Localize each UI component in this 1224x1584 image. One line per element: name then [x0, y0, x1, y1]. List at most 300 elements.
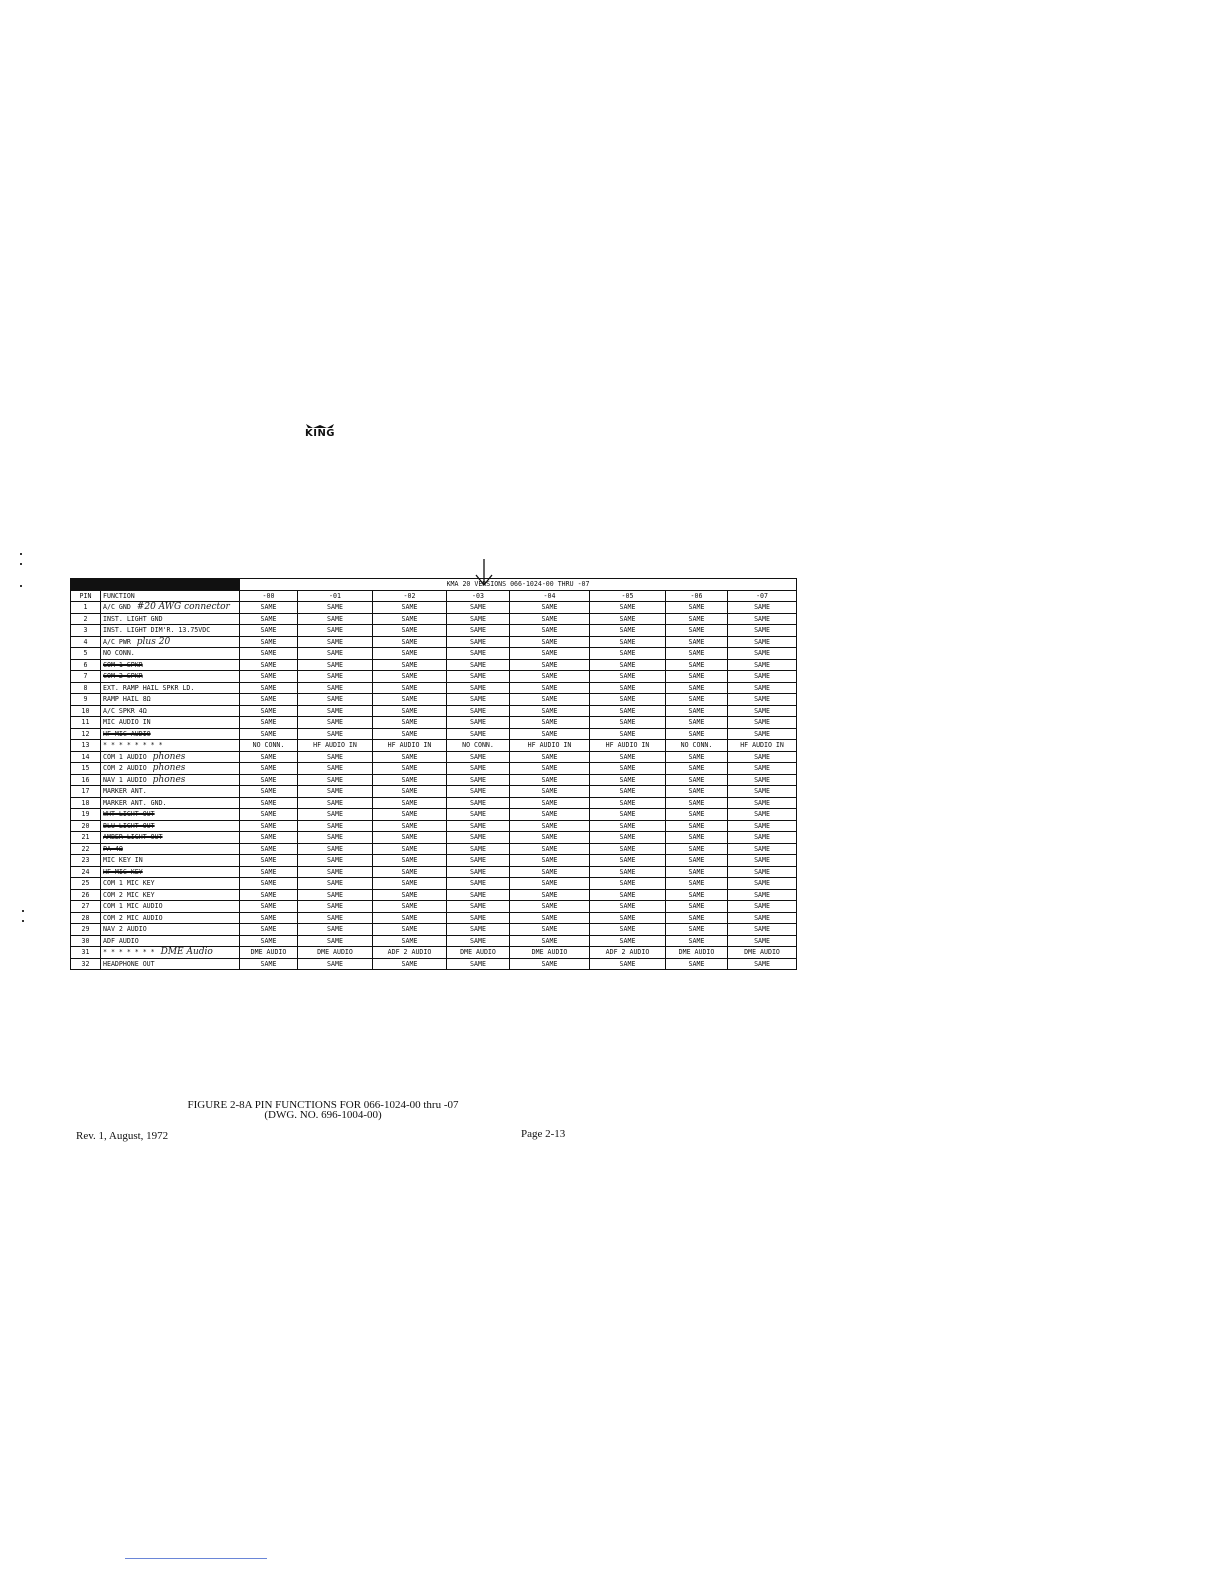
version-value-cell: SAME	[728, 682, 797, 694]
function-label: MIC AUDIO IN	[103, 718, 151, 727]
version-value-cell: DME AUDIO	[510, 947, 590, 959]
function-cell	[101, 935, 240, 947]
version-value-cell: SAME	[590, 717, 666, 729]
version-value-cell: SAME	[373, 901, 447, 913]
function-label: BLU LIGHT OUT	[103, 821, 155, 830]
version-value-cell: SAME	[298, 958, 373, 970]
version-value-cell: SAME	[510, 866, 590, 878]
version-value-cell: SAME	[728, 901, 797, 913]
function-label: A/C GND	[103, 603, 131, 612]
version-value-cell: SAME	[590, 843, 666, 855]
version-value-cell: SAME	[590, 774, 666, 786]
version-value-cell: SAME	[447, 786, 510, 798]
version-value-cell: SAME	[728, 648, 797, 660]
pin-number: 31	[71, 947, 101, 959]
version-header: -07	[728, 590, 797, 602]
pin-number: 30	[71, 935, 101, 947]
version-value-cell: SAME	[666, 717, 728, 729]
version-value-cell: SAME	[590, 866, 666, 878]
version-value-cell: SAME	[298, 843, 373, 855]
version-value-cell: SAME	[666, 774, 728, 786]
version-value-cell: SAME	[728, 625, 797, 637]
table-row	[71, 878, 797, 890]
version-value-cell: SAME	[728, 636, 797, 648]
version-value-cell: SAME	[240, 809, 298, 821]
version-value-cell: SAME	[666, 912, 728, 924]
version-value-cell: SAME	[590, 659, 666, 671]
version-value-cell: SAME	[728, 935, 797, 947]
version-value-cell: SAME	[240, 774, 298, 786]
pin-number: 5	[71, 648, 101, 660]
handwritten-note: phones	[152, 751, 186, 762]
version-value-cell: SAME	[298, 613, 373, 625]
function-label: MARKER ANT.	[103, 787, 147, 796]
version-value-cell: SAME	[447, 912, 510, 924]
pin-number: 17	[71, 786, 101, 798]
pin-rows	[71, 602, 797, 970]
function-header: FUNCTION	[101, 590, 240, 602]
version-value-cell: SAME	[666, 648, 728, 660]
version-value-cell: SAME	[590, 912, 666, 924]
version-value-cell: SAME	[373, 717, 447, 729]
version-value-cell: SAME	[447, 797, 510, 809]
version-value-cell: SAME	[728, 717, 797, 729]
pin-number: 8	[71, 682, 101, 694]
version-value-cell: SAME	[447, 682, 510, 694]
function-cell	[101, 659, 240, 671]
table-row	[71, 935, 797, 947]
version-value-cell: SAME	[590, 878, 666, 890]
version-value-cell: DME AUDIO	[298, 947, 373, 959]
handwritten-note: phones	[152, 763, 186, 774]
version-value-cell: SAME	[373, 855, 447, 867]
version-value-cell: SAME	[666, 671, 728, 683]
version-value-cell: SAME	[510, 901, 590, 913]
version-value-cell: SAME	[728, 889, 797, 901]
version-value-cell: SAME	[240, 901, 298, 913]
version-value-cell: SAME	[298, 659, 373, 671]
table-row	[71, 786, 797, 798]
version-value-cell: SAME	[590, 728, 666, 740]
version-header: -01	[298, 590, 373, 602]
version-value-cell: HF AUDIO IN	[728, 740, 797, 752]
version-value-cell: SAME	[298, 728, 373, 740]
version-value-cell: SAME	[240, 717, 298, 729]
version-value-cell: SAME	[298, 901, 373, 913]
handwritten-note: plus 20	[136, 636, 171, 647]
pin-number: 18	[71, 797, 101, 809]
version-value-cell: SAME	[240, 763, 298, 775]
pin-number: 3	[71, 625, 101, 637]
version-value-cell: SAME	[373, 751, 447, 763]
version-value-cell: SAME	[447, 855, 510, 867]
version-header: -05	[590, 590, 666, 602]
table-row	[71, 763, 797, 775]
version-value-cell: SAME	[590, 924, 666, 936]
table-row	[71, 694, 797, 706]
version-value-cell: SAME	[298, 912, 373, 924]
version-value-cell: SAME	[373, 878, 447, 890]
function-label: COM 1 AUDIO	[103, 752, 147, 761]
version-value-cell: SAME	[666, 682, 728, 694]
table-row	[71, 602, 797, 614]
handwritten-note: phones	[152, 774, 186, 785]
version-value-cell: DME AUDIO	[240, 947, 298, 959]
version-value-cell: SAME	[447, 889, 510, 901]
version-value-cell: SAME	[373, 705, 447, 717]
version-value-cell: HF AUDIO IN	[510, 740, 590, 752]
version-value-cell: SAME	[510, 682, 590, 694]
function-cell	[101, 682, 240, 694]
version-header: -03	[447, 590, 510, 602]
version-value-cell: SAME	[666, 878, 728, 890]
version-value-cell: SAME	[240, 797, 298, 809]
function-cell	[101, 602, 240, 614]
version-value-cell: SAME	[510, 855, 590, 867]
function-label: AMBER LIGHT OUT	[103, 833, 163, 842]
pin-number: 24	[71, 866, 101, 878]
table-row	[71, 866, 797, 878]
version-value-cell: SAME	[298, 809, 373, 821]
version-value-cell: SAME	[666, 855, 728, 867]
version-value-cell: NO CONN.	[666, 740, 728, 752]
version-value-cell: SAME	[240, 705, 298, 717]
version-value-cell: SAME	[298, 820, 373, 832]
function-cell	[101, 717, 240, 729]
version-value-cell: SAME	[373, 786, 447, 798]
function-label: * * * * * * *	[103, 948, 155, 957]
pin-number: 14	[71, 751, 101, 763]
version-value-cell: SAME	[590, 889, 666, 901]
version-value-cell: SAME	[666, 889, 728, 901]
function-cell	[101, 763, 240, 775]
version-value-cell: SAME	[728, 613, 797, 625]
function-label: COM 1 MIC AUDIO	[103, 902, 163, 911]
version-value-cell: SAME	[373, 866, 447, 878]
version-value-cell: SAME	[373, 797, 447, 809]
function-cell	[101, 774, 240, 786]
versions-title: KMA 20 VERSIONS 066-1024-00 THRU -07	[240, 579, 797, 591]
pin-number: 1	[71, 602, 101, 614]
version-value-cell: SAME	[298, 763, 373, 775]
version-value-cell: SAME	[666, 625, 728, 637]
version-value-cell: SAME	[510, 671, 590, 683]
version-value-cell: SAME	[728, 809, 797, 821]
version-value-cell: SAME	[240, 855, 298, 867]
pin-number: 19	[71, 809, 101, 821]
version-value-cell: SAME	[298, 774, 373, 786]
figure-caption	[0, 1100, 646, 1120]
function-label: INST. LIGHT GND	[103, 614, 163, 623]
version-value-cell: SAME	[510, 694, 590, 706]
function-label: COM 2 MIC KEY	[103, 890, 155, 899]
version-value-cell: SAME	[510, 878, 590, 890]
scan-speck	[22, 910, 24, 912]
function-cell	[101, 705, 240, 717]
scan-speck	[20, 553, 22, 555]
version-value-cell: SAME	[373, 889, 447, 901]
pin-number: 16	[71, 774, 101, 786]
version-value-cell: SAME	[447, 717, 510, 729]
function-label: MARKER ANT. GND.	[103, 798, 167, 807]
pin-number: 26	[71, 889, 101, 901]
version-value-cell: SAME	[240, 843, 298, 855]
version-value-cell: SAME	[298, 682, 373, 694]
version-value-cell: SAME	[666, 751, 728, 763]
version-value-cell: SAME	[447, 763, 510, 775]
function-cell	[101, 797, 240, 809]
function-cell	[101, 636, 240, 648]
function-cell	[101, 671, 240, 683]
version-value-cell: SAME	[373, 694, 447, 706]
version-value-cell: SAME	[666, 797, 728, 809]
pin-number: 28	[71, 912, 101, 924]
version-value-cell: SAME	[590, 694, 666, 706]
version-value-cell: ADF 2 AUDIO	[373, 947, 447, 959]
table-row	[71, 625, 797, 637]
version-value-cell: SAME	[666, 901, 728, 913]
version-value-cell: SAME	[298, 866, 373, 878]
version-value-cell: SAME	[298, 705, 373, 717]
version-value-cell: SAME	[373, 728, 447, 740]
version-value-cell: SAME	[590, 751, 666, 763]
version-value-cell: SAME	[728, 728, 797, 740]
function-cell	[101, 728, 240, 740]
version-value-cell: SAME	[240, 694, 298, 706]
version-value-cell: SAME	[373, 809, 447, 821]
pin-number: 4	[71, 636, 101, 648]
version-value-cell: SAME	[510, 751, 590, 763]
function-cell	[101, 625, 240, 637]
version-value-cell: SAME	[240, 924, 298, 936]
function-label: HF MIC AUDIO	[103, 729, 151, 738]
version-value-cell: SAME	[728, 659, 797, 671]
version-value-cell: SAME	[298, 855, 373, 867]
version-value-cell: SAME	[240, 935, 298, 947]
version-value-cell: SAME	[728, 958, 797, 970]
version-value-cell: SAME	[728, 912, 797, 924]
version-value-cell: SAME	[447, 728, 510, 740]
version-value-cell: SAME	[510, 763, 590, 775]
version-header: -02	[373, 590, 447, 602]
version-value-cell: SAME	[590, 671, 666, 683]
version-value-cell: SAME	[298, 694, 373, 706]
version-value-cell: SAME	[373, 602, 447, 614]
version-value-cell: SAME	[510, 843, 590, 855]
table-row	[71, 774, 797, 786]
version-value-cell: SAME	[590, 797, 666, 809]
version-value-cell: SAME	[590, 820, 666, 832]
version-value-cell: SAME	[447, 625, 510, 637]
version-value-cell: SAME	[728, 866, 797, 878]
version-value-cell: SAME	[510, 636, 590, 648]
version-value-cell: SAME	[728, 774, 797, 786]
version-value-cell: SAME	[373, 625, 447, 637]
table-row	[71, 809, 797, 821]
version-value-cell: HF AUDIO IN	[373, 740, 447, 752]
version-value-cell: SAME	[240, 958, 298, 970]
version-value-cell: SAME	[510, 717, 590, 729]
version-value-cell: SAME	[298, 924, 373, 936]
bottom-rule	[125, 1558, 267, 1559]
pin-function-table	[70, 578, 797, 970]
version-value-cell: SAME	[240, 682, 298, 694]
version-value-cell: SAME	[510, 613, 590, 625]
caption-line-1: FIGURE 2-8A PIN FUNCTIONS FOR 066-1024-00 thru -07	[187, 1099, 459, 1111]
version-value-cell: SAME	[298, 935, 373, 947]
version-value-cell: SAME	[447, 866, 510, 878]
table-row	[71, 717, 797, 729]
version-value-cell: SAME	[447, 671, 510, 683]
version-value-cell: SAME	[298, 671, 373, 683]
function-label: HEADPHONE OUT	[103, 959, 155, 968]
version-value-cell: SAME	[240, 659, 298, 671]
version-value-cell: SAME	[666, 924, 728, 936]
version-value-cell: SAME	[666, 613, 728, 625]
version-value-cell: SAME	[666, 820, 728, 832]
version-value-cell: SAME	[373, 763, 447, 775]
function-cell	[101, 820, 240, 832]
version-value-cell: SAME	[373, 636, 447, 648]
function-cell	[101, 866, 240, 878]
king-logo	[303, 423, 337, 439]
version-value-cell: SAME	[590, 682, 666, 694]
version-value-cell: SAME	[447, 820, 510, 832]
version-value-cell: SAME	[728, 797, 797, 809]
version-value-cell: SAME	[240, 878, 298, 890]
pin-number: 21	[71, 832, 101, 844]
table-row	[71, 958, 797, 970]
version-value-cell: SAME	[373, 820, 447, 832]
version-value-cell: SAME	[510, 659, 590, 671]
table-row	[71, 901, 797, 913]
version-value-cell: SAME	[510, 602, 590, 614]
table-title-row	[71, 579, 797, 591]
pin-number: 11	[71, 717, 101, 729]
version-value-cell: SAME	[298, 636, 373, 648]
table-row	[71, 843, 797, 855]
version-value-cell: SAME	[447, 901, 510, 913]
version-value-cell: SAME	[666, 705, 728, 717]
version-header: -00	[240, 590, 298, 602]
version-value-cell: SAME	[447, 659, 510, 671]
pin-header: PIN	[71, 590, 101, 602]
version-value-cell: SAME	[240, 866, 298, 878]
version-value-cell: SAME	[447, 935, 510, 947]
version-value-cell: ADF 2 AUDIO	[590, 947, 666, 959]
version-value-cell: SAME	[590, 935, 666, 947]
version-value-cell: SAME	[728, 763, 797, 775]
pin-number: 29	[71, 924, 101, 936]
version-value-cell: SAME	[510, 625, 590, 637]
pin-number: 22	[71, 843, 101, 855]
table-row	[71, 820, 797, 832]
version-value-cell: SAME	[298, 889, 373, 901]
table-row	[71, 912, 797, 924]
table-row	[71, 728, 797, 740]
version-value-cell: NO CONN.	[447, 740, 510, 752]
function-cell	[101, 901, 240, 913]
function-label: ADF AUDIO	[103, 936, 139, 945]
handwritten-note: #20 AWG connector	[136, 602, 230, 613]
scan-speck	[20, 563, 22, 565]
version-value-cell: SAME	[728, 832, 797, 844]
function-label: NAV 2 AUDIO	[103, 925, 147, 934]
function-label: MIC KEY IN	[103, 856, 143, 865]
function-label: NAV 1 AUDIO	[103, 775, 147, 784]
function-label: COM 1 MIC KEY	[103, 879, 155, 888]
version-value-cell: SAME	[666, 602, 728, 614]
function-cell	[101, 648, 240, 660]
function-cell	[101, 740, 240, 752]
table-row	[71, 636, 797, 648]
revision-label: Rev. 1, August, 1972	[76, 1130, 169, 1142]
function-cell	[101, 786, 240, 798]
version-value-cell: SAME	[447, 924, 510, 936]
version-value-cell: SAME	[447, 613, 510, 625]
scan-speck	[20, 585, 22, 587]
version-value-cell: SAME	[447, 648, 510, 660]
version-value-cell: SAME	[373, 832, 447, 844]
function-cell	[101, 832, 240, 844]
version-value-cell: SAME	[447, 809, 510, 821]
pin-number: 6	[71, 659, 101, 671]
version-value-cell: SAME	[373, 843, 447, 855]
caption-line-2: (DWG. NO. 696-1004-00)	[264, 1109, 382, 1121]
version-value-cell: SAME	[298, 602, 373, 614]
pin-number: 20	[71, 820, 101, 832]
version-value-cell: SAME	[590, 613, 666, 625]
version-value-cell: SAME	[666, 832, 728, 844]
table-row	[71, 740, 797, 752]
version-value-cell: SAME	[240, 832, 298, 844]
version-value-cell: SAME	[240, 636, 298, 648]
version-value-cell: SAME	[590, 648, 666, 660]
function-cell	[101, 924, 240, 936]
version-header: -06	[666, 590, 728, 602]
version-value-cell: DME AUDIO	[728, 947, 797, 959]
version-value-cell: SAME	[510, 797, 590, 809]
handwritten-note: DME Audio	[160, 947, 213, 958]
version-value-cell: SAME	[590, 636, 666, 648]
function-cell	[101, 947, 240, 959]
function-label: PA 4Ω	[103, 844, 123, 853]
version-value-cell: SAME	[447, 958, 510, 970]
version-value-cell: SAME	[240, 889, 298, 901]
table-row	[71, 889, 797, 901]
version-value-cell: SAME	[447, 878, 510, 890]
version-value-cell: SAME	[373, 935, 447, 947]
version-value-cell: SAME	[373, 659, 447, 671]
version-value-cell: SAME	[728, 855, 797, 867]
function-cell	[101, 912, 240, 924]
function-cell	[101, 694, 240, 706]
version-value-cell: SAME	[666, 728, 728, 740]
version-value-cell: SAME	[728, 878, 797, 890]
table-row	[71, 797, 797, 809]
function-label: * * * * * * * *	[103, 741, 163, 750]
scan-speck	[22, 920, 24, 922]
function-label: INST. LIGHT DIM'R. 13.75VDC	[103, 626, 211, 635]
version-value-cell: SAME	[590, 855, 666, 867]
version-value-cell: SAME	[298, 797, 373, 809]
function-cell	[101, 751, 240, 763]
version-value-cell: SAME	[590, 786, 666, 798]
function-label: HF MIC KEY	[103, 867, 143, 876]
version-value-cell: SAME	[666, 659, 728, 671]
table-row	[71, 659, 797, 671]
version-value-cell: SAME	[298, 878, 373, 890]
